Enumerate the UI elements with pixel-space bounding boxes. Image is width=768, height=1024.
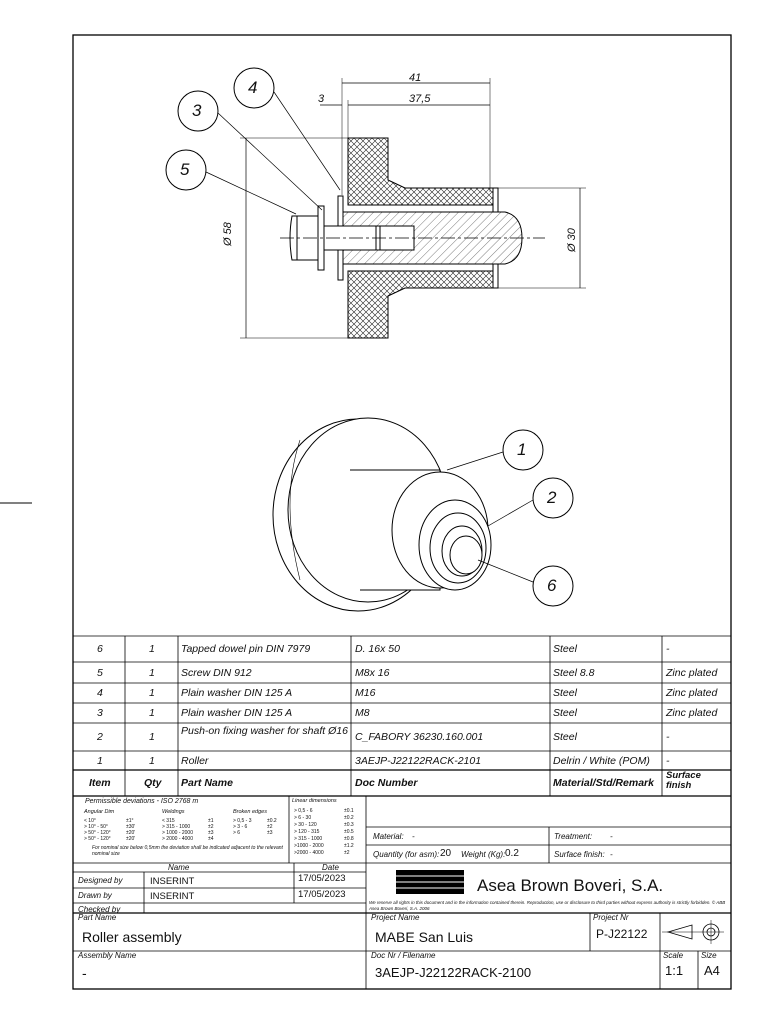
- bom-item: 4: [97, 687, 103, 699]
- doc-nr-label: Doc Nr / Filename: [371, 951, 436, 960]
- bom-header-finish: Surface finish: [666, 770, 701, 791]
- broken-range: > 6: [233, 830, 241, 836]
- projection-symbol: [662, 920, 724, 944]
- linear-range: > 6 - 30: [294, 815, 312, 821]
- quantity-value: 20: [440, 848, 452, 859]
- bom-material: Steel 8.8: [553, 667, 595, 679]
- balloon-2: 2: [547, 488, 557, 507]
- company-name: Asea Brown Boveri, S.A.: [477, 876, 664, 895]
- bom-header-item: Item: [89, 777, 111, 789]
- bom-finish: -: [666, 643, 670, 655]
- material-label: Material:: [373, 832, 404, 841]
- linear-range: > 30 - 120: [294, 822, 317, 828]
- bom-item: 2: [97, 731, 103, 743]
- bom-header-doc: Doc Number: [355, 777, 418, 789]
- angular-title: Angular Dim: [84, 809, 115, 815]
- balloon-5: 5: [180, 160, 190, 179]
- part-name-label: Part Name: [78, 913, 117, 922]
- broken-value: ±3: [267, 830, 273, 836]
- assembly-name-label: Assembly Name: [78, 951, 137, 960]
- linear-title: Linear dimensions: [292, 798, 337, 804]
- welding-range: < 315: [162, 818, 175, 824]
- weight-label: Weight (Kg):: [461, 850, 506, 859]
- project-nr-label: Project Nr: [593, 913, 629, 922]
- size: A4: [704, 963, 720, 978]
- treatment-label: Treatment:: [554, 832, 593, 841]
- size-label: Size: [701, 951, 717, 960]
- welding-value: ±4: [208, 836, 214, 842]
- bom-material: Steel: [553, 687, 577, 699]
- linear-value: ±0.1: [344, 808, 354, 814]
- bom-grid: [73, 636, 731, 796]
- date-header: Date: [322, 863, 339, 872]
- bom-doc: M8x 16: [355, 667, 390, 679]
- welding-range: > 2000 - 4000: [162, 836, 193, 842]
- abb-logo-text: [396, 868, 452, 899]
- broken-value: ±0.2: [267, 818, 277, 824]
- material-value: -: [412, 832, 415, 841]
- doc-nr: 3AEJP-J22122RACK-2100: [375, 965, 532, 980]
- balloon-6: 6: [547, 576, 557, 595]
- designed-date: 17/05/2023: [298, 873, 346, 884]
- bom-material: Delrin / White (POM): [553, 755, 650, 767]
- drawn-name: INSERINT: [150, 891, 195, 902]
- bom-header-material: Material/Std/Remark: [553, 777, 654, 789]
- bom-qty: 1: [149, 687, 155, 699]
- welding-value: ±2: [208, 824, 214, 830]
- welding-value: ±1: [208, 818, 214, 824]
- project-name: MABE San Luis: [375, 929, 474, 945]
- drawn-date: 17/05/2023: [298, 889, 346, 900]
- treatment-value: -: [610, 832, 613, 841]
- bom-part: Push-on fixing washer for shaft Ø16: [181, 725, 348, 737]
- weldings-title: Weldings: [162, 809, 185, 815]
- designed-name: INSERINT: [150, 876, 195, 887]
- bom-part: Plain washer DIN 125 A: [181, 707, 293, 719]
- broken-title: Broken edges: [233, 809, 267, 815]
- bom-item: 3: [97, 707, 103, 719]
- bom-material: Steel: [553, 731, 577, 743]
- balloon-1: 1: [517, 440, 527, 459]
- broken-range: > 0,5 - 3: [233, 818, 252, 824]
- bom-doc: M8: [355, 707, 370, 719]
- bom-qty: 1: [149, 667, 155, 679]
- name-header: Name: [168, 863, 190, 872]
- scale-label: Scale: [663, 951, 684, 960]
- bom-qty: 1: [149, 755, 155, 767]
- angular-value: ±20': [126, 836, 136, 842]
- bom-doc: M16: [355, 687, 376, 699]
- bom-doc: C_FABORY 36230.160.001: [355, 731, 484, 743]
- bom-item: 6: [97, 643, 103, 655]
- angular-value: ±20': [126, 830, 136, 836]
- balloon-3: 3: [192, 101, 202, 120]
- welding-range: > 315 - 1000: [162, 824, 191, 830]
- dim-3: 3: [318, 93, 325, 105]
- isometric-view: [273, 418, 573, 611]
- part-name: Roller assembly: [82, 929, 182, 945]
- angular-range: > 50° - 120°: [84, 830, 111, 836]
- bom-finish: Zinc plated: [666, 667, 718, 679]
- angular-range: > 50° - 120°: [84, 836, 111, 842]
- bom-qty: 1: [149, 707, 155, 719]
- linear-value: ±2: [344, 850, 350, 856]
- bom-finish: Zinc plated: [666, 687, 718, 699]
- bom-header-part: Part Name: [181, 777, 233, 789]
- bom-finish: -: [666, 731, 670, 743]
- tolerance-note: For nominal size below 0,5mm the deviation shall be indicated adjacent to the relevant nominal size: [92, 845, 283, 857]
- linear-range: > 315 - 1000: [294, 836, 323, 842]
- dim-30: Ø 30: [566, 228, 578, 252]
- surface-value: -: [610, 850, 613, 859]
- angular-value: ±30': [126, 824, 136, 830]
- dim-58: Ø 58: [222, 222, 234, 246]
- bom-part: Plain washer DIN 125 A: [181, 687, 293, 699]
- bom-part: Tapped dowel pin DIN 7979: [181, 643, 311, 655]
- checked-label: Checked by: [78, 905, 121, 914]
- assembly-name: -: [82, 965, 87, 981]
- linear-range: >1000 - 2000: [294, 843, 324, 849]
- bom-part: Screw DIN 912: [181, 667, 252, 679]
- project-name-label: Project Name: [371, 913, 420, 922]
- dim-37-5: 37,5: [409, 93, 431, 105]
- broken-range: > 3 - 6: [233, 824, 248, 830]
- linear-value: ±0.5: [344, 829, 354, 835]
- bom-header-qty: Qty: [144, 777, 162, 789]
- linear-range: > 120 - 315: [294, 829, 320, 835]
- angular-range: > 10° - 50°: [84, 824, 108, 830]
- bom-doc: D. 16x 50: [355, 643, 400, 655]
- bom-finish: Zinc plated: [666, 707, 718, 719]
- welding-value: ±3: [208, 830, 214, 836]
- bom-material: Steel: [553, 643, 577, 655]
- copyright-notice: We reserve all rights in this document and in the information contained therein. Reproduction, use or disclosure to third parties without express authority is strictly forbidden. © ABB Asea Brown Boveri, S.A. 2006: [369, 900, 726, 911]
- angular-value: ±1°: [126, 818, 134, 824]
- weight-value: 0.2: [505, 848, 519, 859]
- surface-label: Surface finish:: [554, 850, 605, 859]
- linear-value: ±0.8: [344, 836, 354, 842]
- bom-doc: 3AEJP-J22122RACK-2101: [355, 755, 482, 767]
- bom-item: 1: [97, 755, 103, 767]
- bom-qty: 1: [149, 643, 155, 655]
- linear-value: ±1.2: [344, 843, 354, 849]
- bom-part: Roller: [181, 755, 209, 767]
- linear-range: > 0,5 - 6: [294, 808, 313, 814]
- linear-value: ±0.2: [344, 815, 354, 821]
- linear-value: ±0.3: [344, 822, 354, 828]
- tolerance-title: Permissible deviations - ISO 2768 m: [85, 798, 199, 805]
- broken-value: ±2: [267, 824, 273, 830]
- designed-label: Designed by: [78, 876, 123, 885]
- quantity-label: Quantity (for asm):: [373, 850, 440, 859]
- angular-range: < 10°: [84, 818, 96, 824]
- dim-41: 41: [409, 72, 422, 84]
- balloon-4: 4: [248, 78, 258, 97]
- bom-item: 5: [97, 667, 103, 679]
- project-nr: P-J22122: [596, 927, 648, 941]
- linear-range: >2000 - 4000: [294, 850, 324, 856]
- drawn-label: Drawn by: [78, 891, 112, 900]
- bom-finish: -: [666, 755, 670, 767]
- bom-material: Steel: [553, 707, 577, 719]
- bom-qty: 1: [149, 731, 155, 743]
- section-view: [166, 68, 586, 338]
- scale: 1:1: [665, 963, 684, 978]
- welding-range: > 1000 - 2000: [162, 830, 193, 836]
